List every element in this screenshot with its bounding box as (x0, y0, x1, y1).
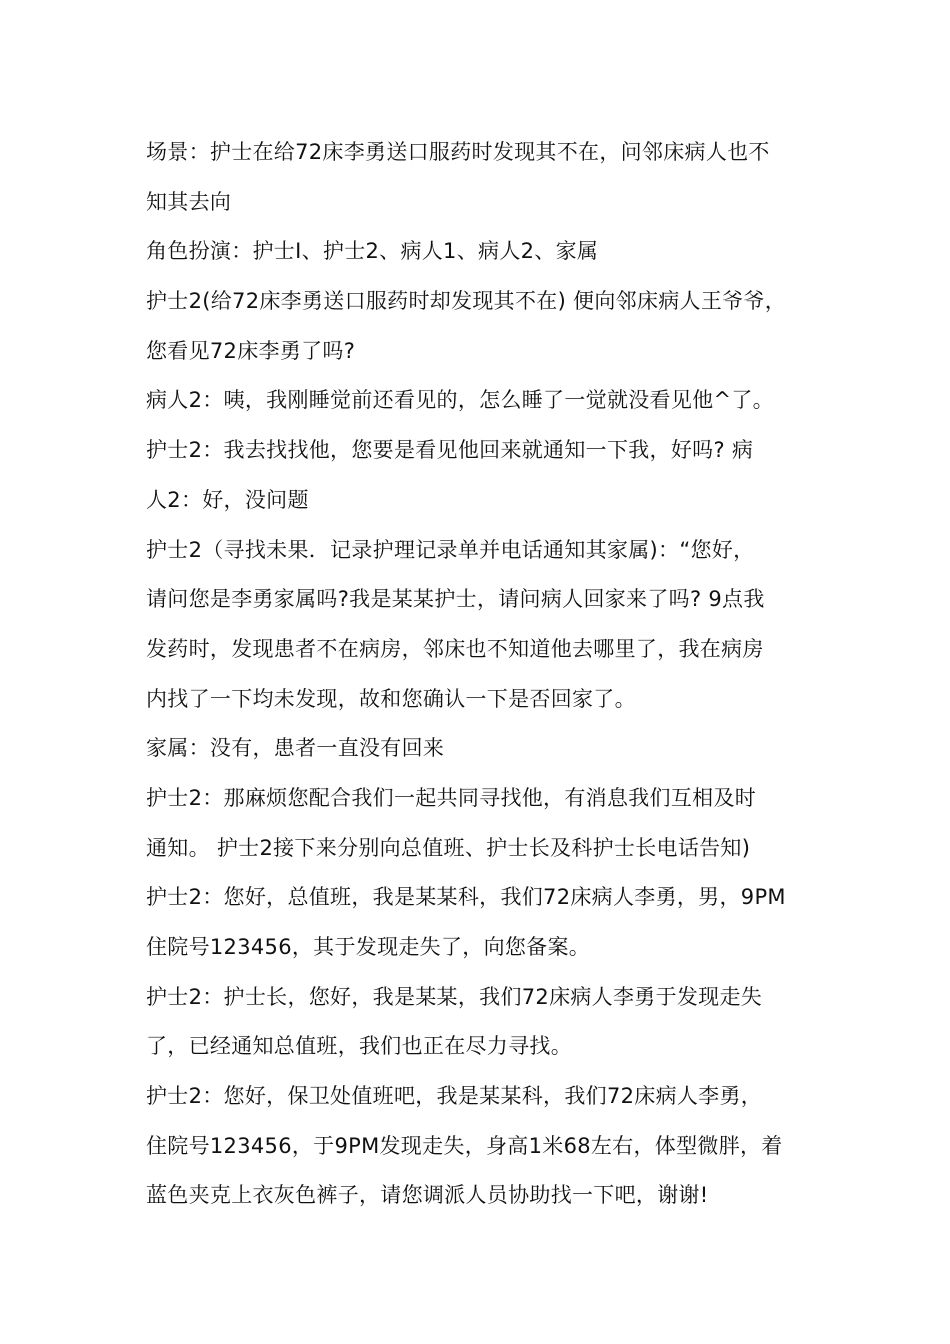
text-line: 您看见72床李勇了吗? (146, 338, 356, 363)
text-line: 护士2(给72床李勇送口服药时却发现其不在) 便向邻床病人王爷爷， (146, 289, 787, 314)
text-line: 护士2（寻找未果．记录护理记录单并电话通知其家属)：“您好， (146, 537, 755, 562)
text-line: 通知。 护士2接下来分别向总值班、护士长及科护士长电话告知) (146, 835, 751, 860)
text-line: 护士2：您好，总值班，我是某某科，我们72床病人李勇，男，9PM (146, 885, 786, 910)
text-line: 请问您是李勇家属吗?我是某某护士，请问病人回家来了吗? 9点我 (146, 587, 765, 612)
text-line: 护士2：护士长，您好，我是某某，我们72床病人李勇于发现走失 (146, 984, 763, 1009)
text-line: 角色扮演：护士I、护士2、病人1、病人2、家属 (146, 239, 599, 264)
text-line: 内找了一下均未发现，故和您确认一下是否回家了。 (146, 686, 636, 711)
text-line: 住院号123456，于9PM发现走失，身高1米68左右，体型微胖，着 (146, 1133, 783, 1158)
text-line: 了，已经通知总值班，我们也正在尽力寻找。 (146, 1034, 572, 1059)
document-body (146, 128, 836, 1221)
text-line: 住院号123456，其于发现走失了，向您备案。 (146, 935, 591, 959)
text-line: 病人2：咦，我刚睡觉前还看见的，怎么睡了一觉就没看见他^了。 (146, 388, 774, 413)
text-line: 场景：护士在给72床李勇送口服药时发现其不在，问邻床病人也不 (146, 140, 770, 164)
text-line: 护士2：我去找找他，您要是看见他回来就通知一下我，好吗? 病 (146, 438, 754, 463)
text-line: 人2：好，没问题 (146, 487, 309, 512)
text-line: 蓝色夹克上衣灰色裤子，请您调派人员协助找一下吧，谢谢! (146, 1183, 709, 1208)
text-line: 家属：没有，患者一直没有回来 (146, 736, 445, 761)
text-line: 发药时，发现患者不在病房，邻床也不知道他去哪里了，我在病房 (146, 636, 764, 661)
text-line: 护士2：那麻烦您配合我们一起共同寻找他，有消息我们互相及时 (146, 785, 757, 810)
text-line: 知其去向 (146, 189, 232, 214)
text-line: 护士2：您好，保卫处值班吧，我是某某科，我们72床病人李勇， (146, 1084, 763, 1109)
